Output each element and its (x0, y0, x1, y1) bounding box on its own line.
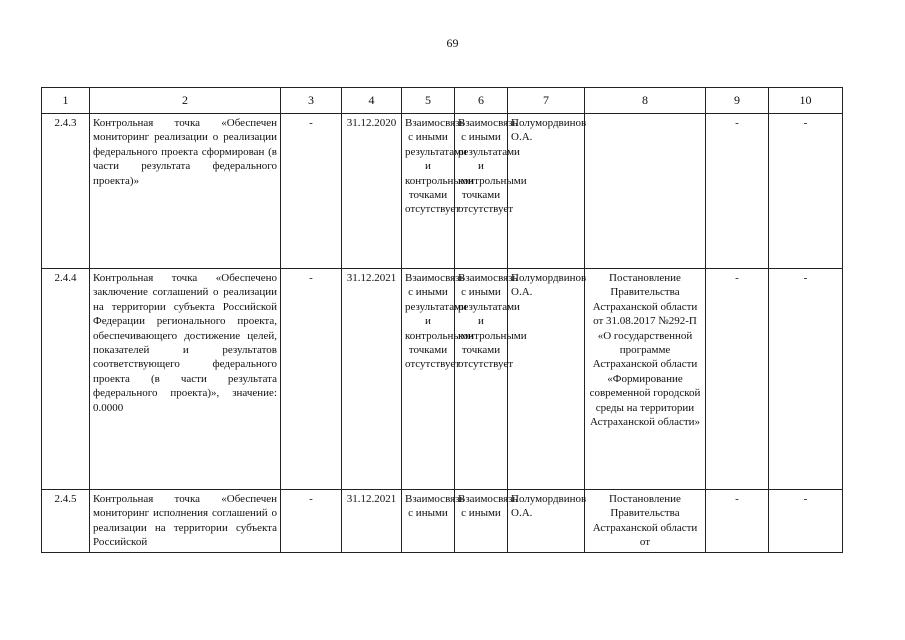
page-number: 69 (446, 36, 459, 50)
row-name: Контрольная точка «Обеспечен мониторинг исполнения соглашений о реализации на территории субъекта Российской (90, 490, 281, 553)
row-document: Постановление Правительства Астраханской области от 31.08.2017 №292-П «О государственной программе Астраханской области «Формирование современной городской среды на территории Астраханской области» (585, 269, 706, 490)
row-responsible: Полумордвинов О.А. (508, 490, 585, 553)
column-header: 3 (281, 88, 342, 114)
row-col5: Взаимосвязь с иными (402, 490, 455, 553)
column-header: 8 (585, 88, 706, 114)
row-col9: - (706, 269, 769, 490)
row-code: 2.4.3 (42, 114, 90, 269)
row-col3: - (281, 269, 342, 490)
row-name: Контрольная точка «Обеспечен мониторинг реализации о реализации федерального проекта сформирован (в части результата федерального проекта)» (90, 114, 281, 269)
row-col9: - (706, 490, 769, 553)
table-row (42, 114, 843, 269)
row-col3: - (281, 114, 342, 269)
row-document (585, 114, 706, 269)
row-name: Контрольная точка «Обеспечено заключение соглашений о реализации на территории субъекта Российской Федерации регионального проекта, обеспечивающего достижение целей, показателей и результатов соответствующего федерального проекта (в части результата федерального проекта)», значение: 0.0000 (90, 269, 281, 490)
control-points-table (41, 87, 843, 553)
row-date: 31.12.2021 (342, 269, 402, 490)
row-col5: Взаимосвязь с иными результатами и контрольными точками отсутствует (402, 114, 455, 269)
row-code: 2.4.4 (42, 269, 90, 490)
row-col5: Взаимосвязь с иными результатами и контрольными точками отсутствует (402, 269, 455, 490)
row-col10: - (769, 490, 843, 553)
row-responsible: Полумордвинов О.А. (508, 269, 585, 490)
row-date: 31.12.2020 (342, 114, 402, 269)
row-col6: Взаимосвязь с иными результатами и контрольными точками отсутствует (455, 114, 508, 269)
row-document: Постановление Правительства Астраханской области от (585, 490, 706, 553)
table-row (42, 269, 843, 490)
table-row (42, 490, 843, 553)
column-header: 1 (42, 88, 90, 114)
row-col10: - (769, 269, 843, 490)
column-header: 9 (706, 88, 769, 114)
column-header: 6 (455, 88, 508, 114)
column-header: 7 (508, 88, 585, 114)
row-col6: Взаимосвязь с иными результатами и контрольными точками отсутствует (455, 269, 508, 490)
column-header: 5 (402, 88, 455, 114)
row-col3: - (281, 490, 342, 553)
column-header: 10 (769, 88, 843, 114)
row-col9: - (706, 114, 769, 269)
column-header: 4 (342, 88, 402, 114)
row-date: 31.12.2021 (342, 490, 402, 553)
row-responsible: Полумордвинов О.А. (508, 114, 585, 269)
header-row (42, 88, 843, 114)
row-code: 2.4.5 (42, 490, 90, 553)
column-header: 2 (90, 88, 281, 114)
row-col10: - (769, 114, 843, 269)
row-col6: Взаимосвязь с иными (455, 490, 508, 553)
